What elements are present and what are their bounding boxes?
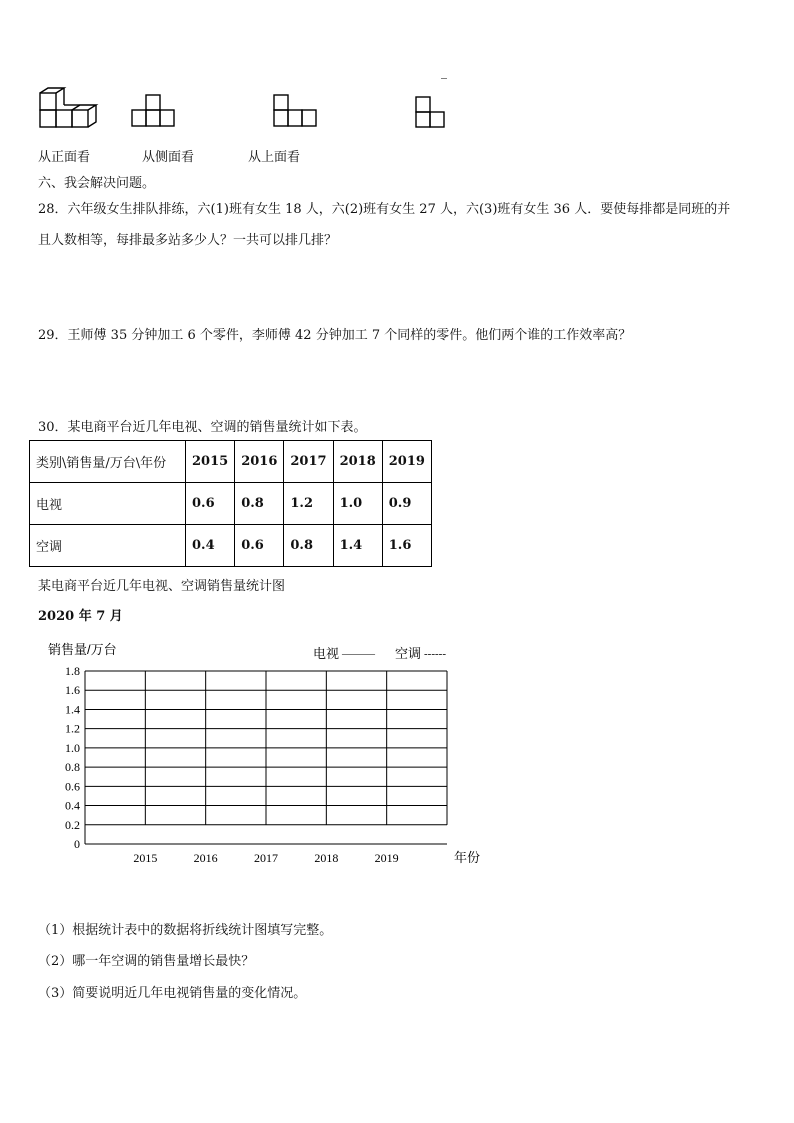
y-tick-label: 0 bbox=[74, 837, 80, 851]
legend-line-sample: ——— bbox=[342, 648, 375, 660]
x-tick-label: 2019 bbox=[374, 851, 399, 865]
table-row bbox=[30, 525, 432, 567]
y-tick-label: 0.2 bbox=[65, 817, 80, 832]
question-28-line1: 28．六年级女生排队排练，六(1)班有女生 18 人，六(2)班有女生 27 人，六(3)班有女生 36 人．要使每排都是同班的并 bbox=[38, 202, 731, 217]
table-header-cell: 2015 bbox=[186, 441, 235, 483]
y-tick-label: 1.6 bbox=[65, 683, 80, 698]
x-tick-label: 2015 bbox=[133, 851, 158, 865]
table-cell: 1.6 bbox=[382, 525, 431, 567]
table-cell: 0.8 bbox=[235, 483, 284, 525]
legend-label: 电视 bbox=[313, 646, 340, 661]
sales-table bbox=[29, 440, 432, 567]
cube-solid-figure bbox=[40, 88, 96, 127]
x-tick-label: 2017 bbox=[254, 851, 278, 865]
table-header-cell: 2017 bbox=[284, 441, 333, 483]
y-tick-label: 0.6 bbox=[65, 779, 80, 794]
top-view-figure bbox=[416, 97, 444, 127]
x-tick-label: 2016 bbox=[193, 851, 218, 865]
table-cell: 空调 bbox=[30, 525, 186, 567]
y-tick-label: 0.8 bbox=[65, 760, 80, 775]
front-view-figure bbox=[132, 95, 174, 126]
y-tick-label: 1.2 bbox=[65, 721, 80, 736]
question-30-intro: 30．某电商平台近几年电视、空调的销售量统计如下表。 bbox=[38, 420, 367, 435]
table-header-cell: 2019 bbox=[382, 441, 431, 483]
legend-line-sample: ------ bbox=[424, 648, 446, 660]
front-view-label: 从正面看 bbox=[38, 150, 91, 165]
x-tick-label: 2018 bbox=[314, 851, 339, 865]
table-cell: 0.6 bbox=[235, 525, 284, 567]
chart-title: 某电商平台近几年电视、空调销售量统计图 bbox=[38, 579, 286, 594]
three-view-figures bbox=[38, 78, 458, 133]
table-header-cell: 类别\销售量/万台\年份 bbox=[30, 441, 186, 483]
table-header-row bbox=[30, 441, 432, 483]
x-axis-label: 年份 bbox=[454, 850, 481, 865]
top-view-label: 从上面看 bbox=[248, 150, 301, 165]
side-view-figure bbox=[274, 95, 316, 126]
y-axis-label: 销售量/万台 bbox=[48, 642, 117, 657]
y-tick-label: 1.4 bbox=[65, 702, 80, 717]
subquestion-1: （1）根据统计表中的数据将折线统计图填写完整。 bbox=[38, 923, 333, 938]
sales-line-chart bbox=[30, 636, 490, 871]
section-title: 六、我会解决问题。 bbox=[38, 176, 156, 191]
question-28-line2: 且人数相等，每排最多站多少人？一共可以排几排？ bbox=[38, 233, 338, 248]
table-cell: 0.8 bbox=[284, 525, 333, 567]
y-tick-label: 1.8 bbox=[65, 664, 80, 678]
subquestion-3: （3）简要说明近几年电视销售量的变化情况。 bbox=[38, 986, 307, 1001]
chart-date: 2020 年 7 月 bbox=[38, 609, 123, 624]
table-cell: 0.4 bbox=[186, 525, 235, 567]
subquestion-2: （2）哪一年空调的销售量增长最快？ bbox=[38, 954, 255, 969]
table-cell: 0.9 bbox=[382, 483, 431, 525]
table-row bbox=[30, 483, 432, 525]
table-cell: 1.4 bbox=[333, 525, 382, 567]
table-cell: 电视 bbox=[30, 483, 186, 525]
y-tick-label: 1.0 bbox=[65, 740, 80, 755]
table-cell: 1.2 bbox=[284, 483, 333, 525]
table-cell: 0.6 bbox=[186, 483, 235, 525]
table-header-cell: 2016 bbox=[235, 441, 284, 483]
side-view-label: 从侧面看 bbox=[142, 150, 195, 165]
table-header-cell: 2018 bbox=[333, 441, 382, 483]
table-cell: 1.0 bbox=[333, 483, 382, 525]
question-29: 29．王师傅 35 分钟加工 6 个零件，李师傅 42 分钟加工 7 个同样的零件。他们两个谁的工作效率高？ bbox=[38, 328, 632, 343]
y-tick-label: 0.4 bbox=[65, 798, 80, 813]
legend-label: 空调 bbox=[395, 646, 422, 661]
